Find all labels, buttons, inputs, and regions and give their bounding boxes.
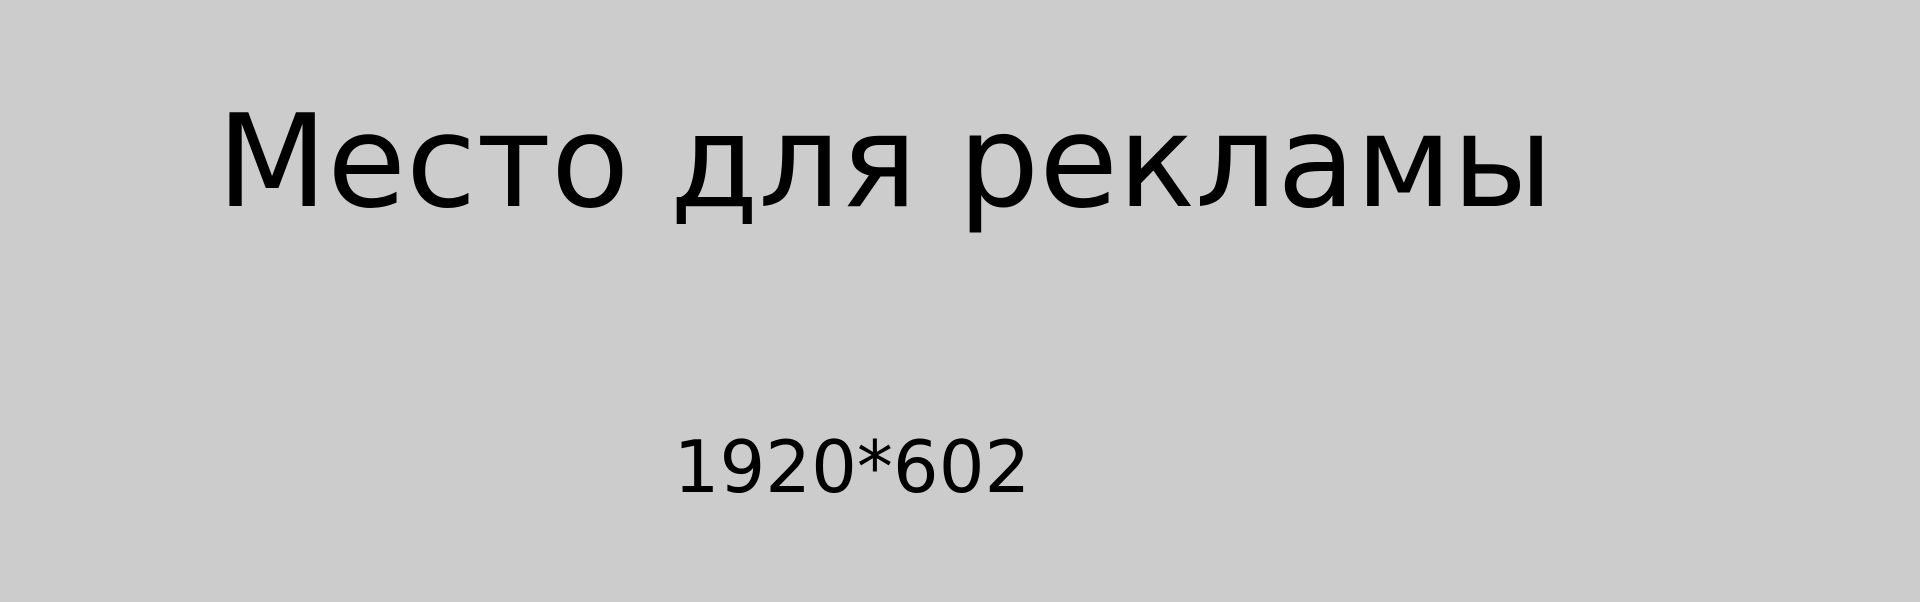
ad-placeholder-size-label: 1920*602 (673, 425, 1031, 509)
ad-placeholder-title: Место для рекламы (216, 88, 1554, 237)
